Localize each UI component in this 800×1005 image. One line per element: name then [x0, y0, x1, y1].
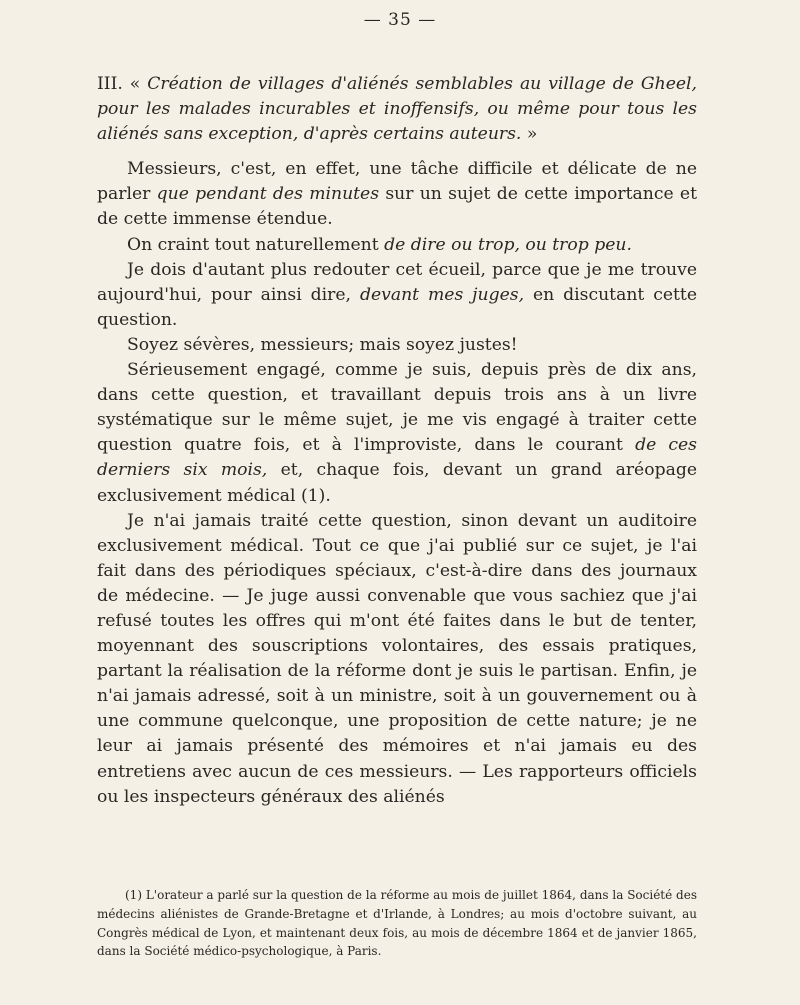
footnote-text: (1) L'orateur a parlé sur la question de la réforme au mois de juillet 1864, dans la Société des médecins aliénistes de Grande-Bretagne et d'Irlande, à Londres; au mois d'octobre suivant, au Congrès médical de Lyon, et maintenant deux fois, au mois de décembre 1864 et de janvier 1865, dans la Société médico-psychologique, à Paris.: [97, 888, 697, 959]
paragraph-2-text-a: On craint tout naturellement: [127, 234, 379, 255]
section-heading-label: III. «: [97, 74, 141, 94]
paragraph-3-text-c: en discutant cette question.: [97, 284, 698, 330]
paragraph-5-emphasis: de ces derniers six mois,: [97, 435, 697, 481]
paragraph-6: Je n'ai jamais traité cette question, sinon devant un auditoire exclusivement médical. Tout ce que j'ai publié sur ce sujet, je l'ai fait dans des périodiques spéciaux, c'est-à-dire dans des journaux de médecine. — Je juge aussi convenable que vous sachiez que j'ai refusé toutes les offres qui m'ont été faites dans le but de tenter, moyennant des souscriptions volontaires, des essais pratiques, partant la réalisation de la réforme dont je suis le partisan. Enfin, je n'ai jamais adressé, soit à un ministre, soit à un gouvernement ou à une commune quelconque, une proposition de cette nature; je ne leur ai jamais présenté des mémoires et n'ai jamais eu des entretiens avec aucun de ces messieurs. — Les rapporteurs officiels ou les inspecteurs généraux des aliénés: [97, 510, 697, 807]
paragraph-3: [97, 258, 697, 333]
paragraph-4: Soyez sévères, messieurs; mais soyez justes!: [127, 334, 518, 355]
paragraph-1: [97, 157, 697, 232]
footnote: [97, 886, 697, 961]
section-heading-close: »: [526, 124, 538, 145]
paragraph-2: [97, 233, 697, 258]
paragraph-3-text-a: Je dois d'autant plus redouter cet écueil, parce que je me trouve aujourd'hui, pour ainsi dire,: [97, 259, 697, 305]
paragraph-5-text-c: et, chaque fois, devant un grand aréopage exclusivement médical (1).: [97, 460, 698, 506]
paragraph-1-text-a: Messieurs, c'est, en effet, une tâche difficile et délicate de ne parler: [97, 159, 697, 205]
paragraph-2-emphasis: de dire ou trop, ou trop peu.: [384, 234, 632, 255]
paragraph-5-text-a: Sérieusement engagé, comme je suis, depuis près de dix ans, dans cette question, et travaillant depuis trois ans à un livre systématique sur le même sujet, je me vis engagé à traiter cette question quatre fois, et à l'improviste, dans le courant: [97, 360, 697, 456]
paragraph-1-text-c: sur un sujet de cette importance et de cette immense étendue.: [97, 184, 698, 230]
paragraph-1-emphasis: que pendant des minutes: [156, 184, 380, 205]
paragraph-3-emphasis: devant mes juges,: [359, 284, 525, 305]
paragraph-5: [97, 358, 697, 509]
section-heading: [97, 72, 697, 147]
body-text: [97, 72, 697, 810]
section-heading-title: Création de villages d'aliénés semblables au village de Gheel, pour les malades incurables et inoffensifs, ou même pour tous les aliénés sans exception, d'après certains auteurs.: [97, 74, 697, 145]
page-number: — 35 —: [363, 10, 437, 30]
